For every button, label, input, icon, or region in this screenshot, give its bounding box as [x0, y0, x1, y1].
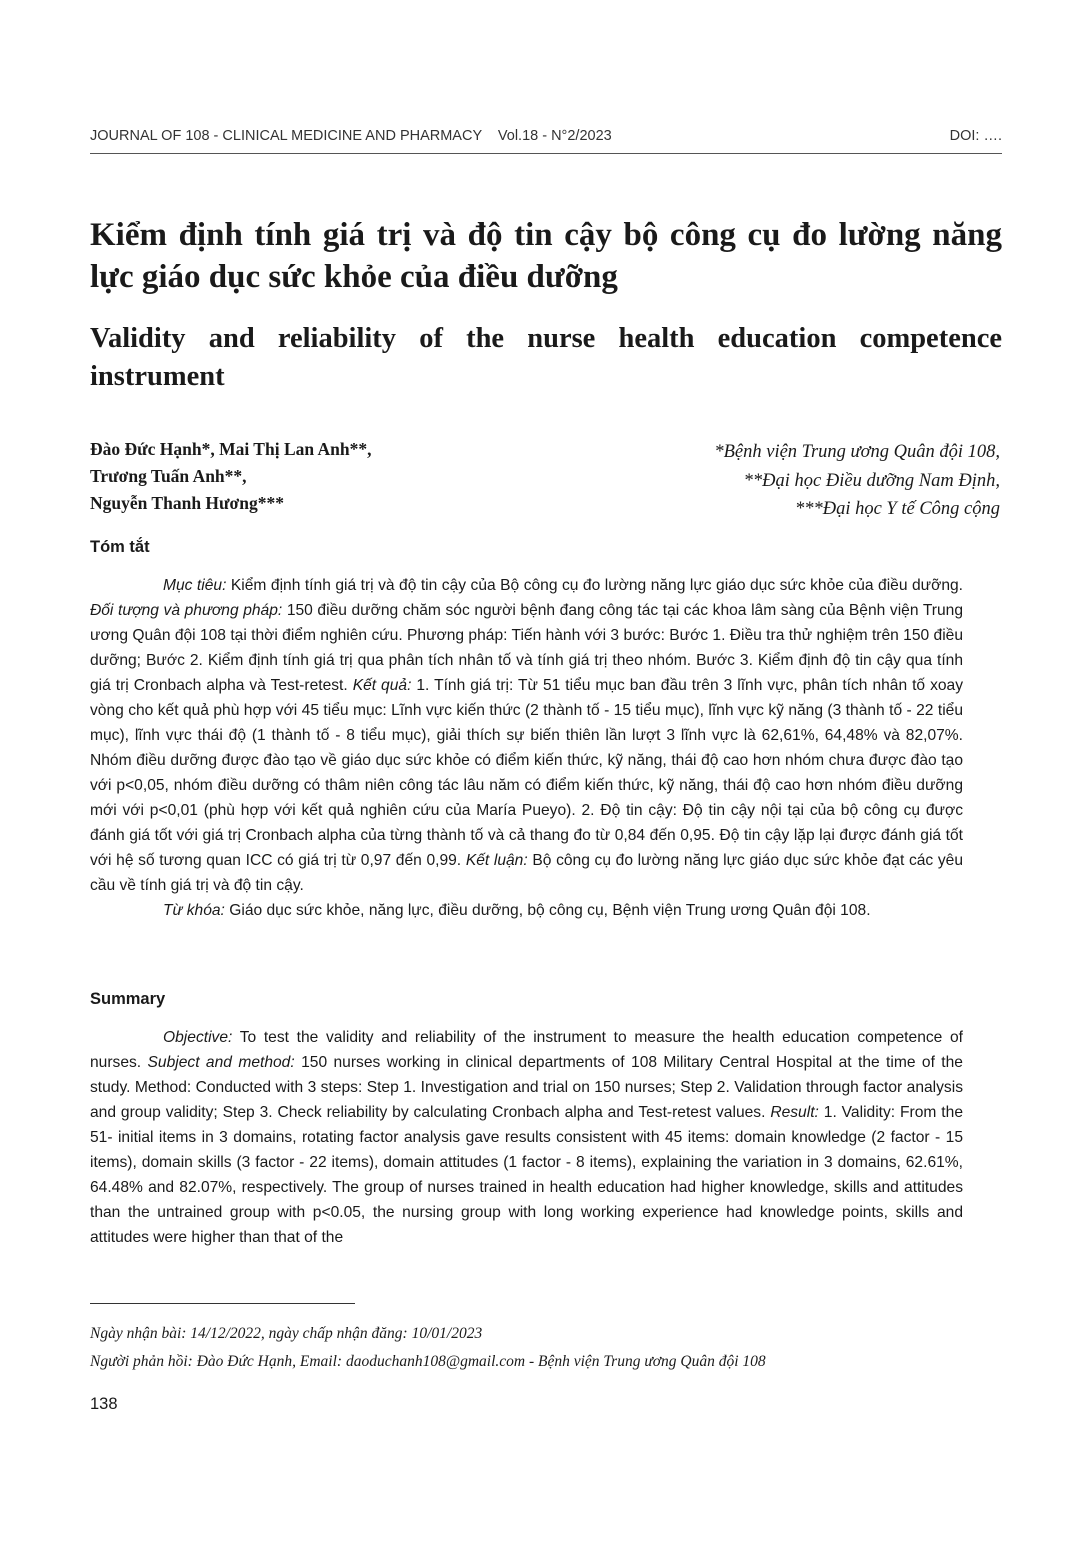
abstract-vi-paragraph	[90, 573, 963, 898]
header-rule	[90, 153, 1002, 154]
doi: DOI: ….	[949, 128, 1002, 144]
affiliation-list	[560, 438, 1000, 524]
running-header	[90, 128, 1002, 144]
corresponding-author-note: Người phản hồi: Đào Đức Hạnh, Email: daoduchanh108@gmail.com - Bệnh viện Trung ương Quân đội 108	[90, 1353, 766, 1370]
abstract-en-body	[90, 1025, 963, 1250]
title-english: Validity and reliability of the nurse health education competence instrument	[90, 323, 1002, 392]
journal-name: JOURNAL OF 108 - CLINICAL MEDICINE AND PHARMACY	[90, 128, 482, 144]
objective-label: Mục tiêu:	[163, 577, 227, 594]
objective-label: Objective:	[163, 1029, 233, 1046]
affiliation-line: **Đại học Điều dưỡng Nam Định,	[743, 470, 1000, 491]
result-label: Kết quả:	[352, 677, 412, 694]
result-text: 1. Validity: From the 51- initial items in 3 domains, rotating factor analysis gave results consistent with 45 items: domain knowledge (2 factor - 15 items), domain skills (3 factor - 22 items), domain attitudes (1 factor - 8 items), explaining the variation in 3 domains, 62.61%, 64.48% and 82.07%, respectively. The group of nurses trained in health education had higher knowledge, skills and attitudes than the untrained group with p<0.05, the nursing group with long working experience had knowledge points, skills and attitudes were higher than that of the	[90, 1104, 963, 1246]
method-label: Subject and method:	[147, 1054, 295, 1071]
page-number: 138	[90, 1395, 118, 1413]
result-label: Result:	[770, 1104, 819, 1121]
affiliation-line: *Bệnh viện Trung ương Quân đội 108,	[714, 442, 1000, 462]
title-vietnamese: Kiểm định tính giá trị và độ tin cậy bộ công cụ đo lường năng lực giáo dục sức khỏe của điều dưỡng	[90, 217, 1002, 295]
abstract-vi-heading: Tóm tắt	[90, 538, 150, 556]
objective-text: Kiểm định tính giá trị và độ tin cậy của Bộ công cụ đo lường năng lực giáo dục sức khỏe của điều dưỡng.	[226, 577, 963, 594]
result-text: 1. Tính giá trị: Từ 51 tiểu mục ban đầu trên 3 lĩnh vực, phân tích nhân tố xoay vòng cho kết quả phù hợp với 45 tiểu mục: Lĩnh vực kiến thức (2 thành tố - 15 tiểu mục), lĩnh vực kỹ năng (3 thành tố - 22 tiểu mục), lĩnh vực thái độ (1 thành tố - 8 tiểu mục), giải thích sự biến thiên lần lượt 3 lĩnh vực là 62,61%, 64,48% và 82,07%. Nhóm điều dưỡng được đào tạo về giáo dục sức khỏe có điểm kiến thức, kỹ năng, thái độ cao hơn nhóm chưa được đào tạo với p<0,05, nhóm điều dưỡng có thâm niên công tác lâu năm có điểm kiến thức, kỹ năng, thái độ cao hơn nhóm điều dưỡng mới với p<0,01 (phù hợp với kết quả nghiên cứu của María Pueyo). 2. Độ tin cậy: Độ tin cậy nội tại của bộ công cụ được đánh giá tốt với giá trị Cronbach alpha của từng thành tố và cả thang đo từ 0,84 đến 0,95. Độ tin cậy lặp lại được đánh giá tốt với hệ số tương quan ICC có giá trị từ 0,97 đến 0,99.	[90, 677, 964, 869]
objective-text: To test the validity and reliability of the instrument to measure the health education competence of nurses.	[90, 1029, 963, 1071]
method-text: 150 nurses working in clinical departments of 108 Military Central Hospital at the time of the study. Method: Conducted with 3 steps: Step 1. Investigation and trial on 150 nurses; Step 2. Validation through factor analysis and group validity; Step 3. Check reliability by calculating Cronbach alpha and Test-retest values.	[90, 1054, 963, 1121]
footnotes	[90, 1320, 1002, 1376]
method-label: Đối tượng và phương pháp:	[90, 602, 283, 619]
abstract-en-heading: Summary	[90, 990, 166, 1008]
affiliation-line: ***Đại học Y tế Công cộng	[794, 499, 1000, 519]
author-line: Đào Đức Hạnh*, Mai Thị Lan Anh**,	[90, 439, 372, 459]
received-date-note: Ngày nhận bài: 14/12/2022, ngày chấp nhận đăng: 10/01/2023	[90, 1325, 483, 1342]
abstract-en-paragraph	[90, 1025, 963, 1250]
footnote-rule	[90, 1303, 355, 1304]
author-line: Trương Tuấn Anh**,	[90, 466, 247, 486]
keywords-text: Giáo dục sức khỏe, năng lực, điều dưỡng, bộ công cụ, Bệnh viện Trung ương Quân đội 108.	[224, 902, 871, 919]
journal-volume: Vol.18 - N°2/2023	[497, 128, 612, 144]
author-line: Nguyễn Thanh Hương***	[90, 493, 284, 513]
conclusion-label: Kết luận:	[465, 852, 528, 869]
keywords-label: Từ khóa:	[163, 902, 225, 919]
author-list	[90, 436, 570, 517]
abstract-vi-body	[90, 573, 963, 923]
keywords-paragraph	[90, 898, 963, 923]
method-text: 150 điều dưỡng chăm sóc người bệnh đang công tác tại các khoa lâm sàng của Bệnh viện Trung ương Quân đội 108 tại thời điểm nghiên cứu. Phương pháp: Tiến hành với 3 bước: Bước 1. Điều tra thử nghiệm trên 150 điều dưỡng; Bước 2. Kiểm định tính giá trị qua phân tích nhân tố và tính giá trị theo nhóm. Bước 3. Kiểm định độ tin cậy qua tính giá trị Cronbach alpha và Test-retest.	[90, 602, 963, 694]
conclusion-text: Bộ công cụ đo lường năng lực giáo dục sức khỏe đạt các yêu cầu về tính giá trị và độ tin cậy.	[90, 852, 964, 894]
